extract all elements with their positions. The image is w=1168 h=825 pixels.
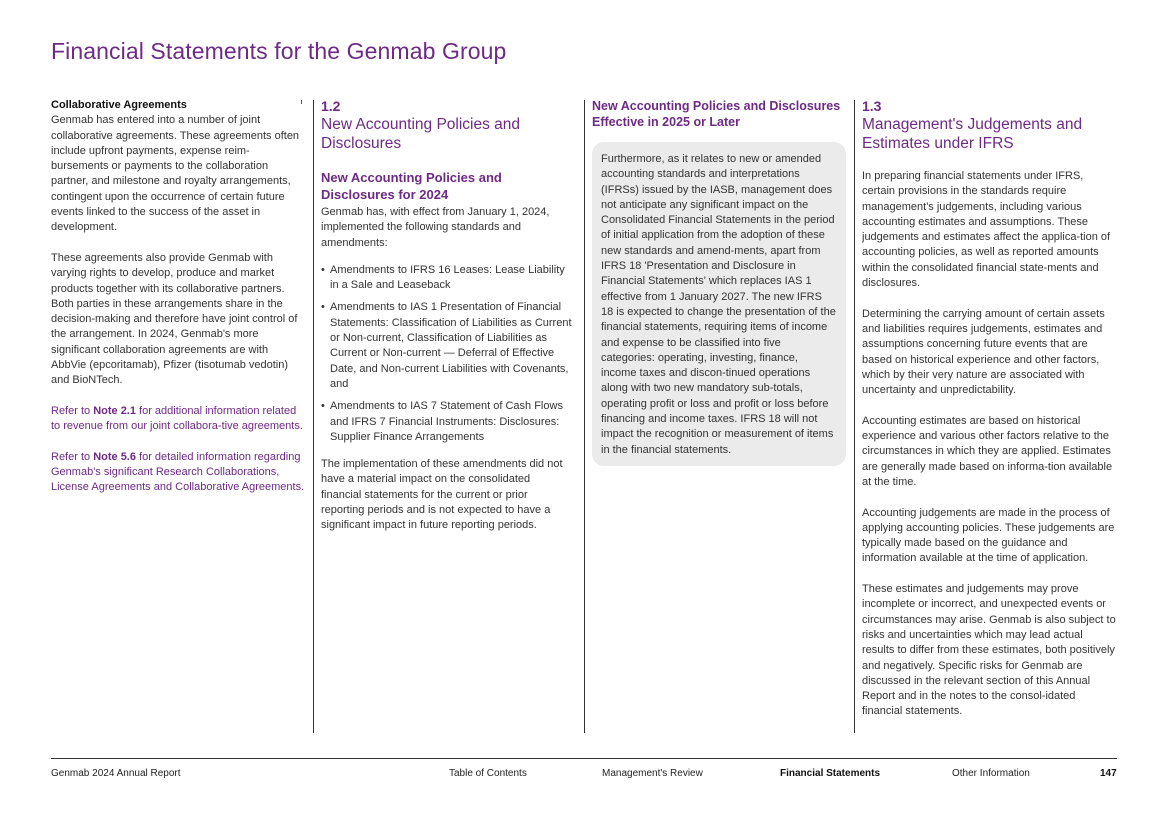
column-divider-3 <box>854 100 855 733</box>
intro-paragraph: Genmab has, with effect from January 1, 2024, implemented the following standards and amendments: <box>321 206 550 249</box>
page-number: 147 <box>1100 768 1117 779</box>
note-5-6-reference[interactable] <box>51 450 305 496</box>
collaborative-agreements-heading: Collaborative Agreements <box>51 99 187 111</box>
amendments-list <box>321 263 573 445</box>
section-title-1-3: Management's Judgements and Estimates under IFRS <box>862 116 1083 152</box>
footer-link-managements-review[interactable]: Management's Review <box>602 768 703 779</box>
closing-paragraph: The implementation of these amendments did not have a material impact on the consolidated financial statements for the current or prior reporting periods and is not expected to have a significant impact in future reporting periods. <box>321 458 563 532</box>
section-title-1-2: New Accounting Policies and Disclosures <box>321 116 521 152</box>
column-divider-1 <box>313 100 314 733</box>
collaborative-agreements-para-1: Genmab has entered into a number of joint collaborative agreements. These agreements often include upfront payments, expense reim-bursements or payments to the collaboration partner, and milestone and royalty arrangements, contingent upon the occurrence of certain future events linked to the success of the asset in development. <box>51 114 300 234</box>
note-5-6-link[interactable]: Note 5.6 <box>93 450 136 463</box>
judgements-para-3: Accounting estimates are based on historical experience and various other factors relative to the circumstances in which they are applied. Estimates are generally made based on informa-tion available at the time. <box>862 414 1113 488</box>
ref1-prefix: Refer to <box>51 404 94 417</box>
column-judgements-estimates <box>862 98 1118 735</box>
footer-link-other-information[interactable]: Other Information <box>952 768 1030 779</box>
column-new-accounting-policies <box>321 98 573 549</box>
note-2-1-reference[interactable] <box>51 404 305 435</box>
judgements-para-4: Accounting judgements are made in the process of applying accounting policies. These judgements are typically made based on the guidance and information available at the time of application. <box>862 506 1115 565</box>
subheading-2025: New Accounting Policies and Disclosures Effective in 2025 or Later <box>592 99 841 129</box>
column-collaborative-agreements <box>51 98 305 511</box>
ref2-suffix: for detailed information regarding Genmab's significant Research Collaborations, License Agreements and Collaborative Agreements. <box>51 450 305 494</box>
subheading-2024: New Accounting Policies and Disclosures for 2024 <box>321 170 502 202</box>
list-item: • Amendments to IAS 7 Statement of Cash Flows and IFRS 7 Financial Instruments: Disclosures: Supplier Finance Arrangements <box>321 399 573 445</box>
ref2-prefix: Refer to <box>51 450 94 463</box>
footer-divider <box>51 758 1117 759</box>
note-2-1-link[interactable]: Note 2.1 <box>93 404 136 417</box>
judgements-para-5: These estimates and judgements may prove incomplete or incorrect, and unexpected events or circumstances may arise. Genmab is also subject to risks and uncertainties which may lead actual results to differ from these estimates, both positively and negatively. Specific risks for Genmab are discussed in the relevant section of this Annual Report and in the notes to the consol-idated financial statements. <box>862 583 1116 718</box>
section-number-1-3: 1.3 <box>862 98 882 114</box>
column-divider-marker <box>301 100 302 104</box>
footer-link-financial-statements[interactable]: Financial Statements <box>780 768 881 779</box>
list-item: • Amendments to IAS 1 Presentation of Financial Statements: Classification of Liabilities as Current or Non-current, Classification of Liabilities as Current or Non-current — Deferral of Effective Date, and Non-current Liabilities with Covenants, and <box>321 300 573 392</box>
judgements-para-2: Determining the carrying amount of certain assets and liabilities requires judgements, estimates and assumptions concerning future events that are based on historical experience and other factors, which by their very nature are associated with uncertainty and unpredictability. <box>862 307 1105 397</box>
column-divider-2 <box>584 100 585 733</box>
collaborative-agreements-para-2: These agreements also provide Genmab with varying rights to develop, produce and market products together with its collaborative partners. Both parties in these arrangements share in the decision-making and therefore have joint control of the arrangement. In 2024, Genmab's more significant collaboration agreements are with AbbVie (epcoritamab), Pfizer (tisotumab vedotin) and BioNTech. <box>51 251 298 387</box>
judgements-para-1: In preparing financial statements under IFRS, certain provisions in the standards require management's judgements, including various accounting estimates and assumptions. These judgements and estimates affect the applica-tion of accounting policies, as well as reported amounts within the consolidated financial state-ments and disclosures. <box>862 170 1111 290</box>
column-policies-2025 <box>592 98 846 466</box>
ref1-suffix: for additional information related to revenue from our joint collabora-tive agreements. <box>51 404 303 433</box>
footer-link-table-of-contents[interactable]: Table of Contents <box>449 768 527 779</box>
info-box <box>592 142 846 466</box>
list-item: • Amendments to IFRS 16 Leases: Lease Liability in a Sale and Leaseback <box>321 263 573 294</box>
footer-report-name: Genmab 2024 Annual Report <box>51 768 181 779</box>
info-box-text: Furthermore, as it relates to new or amended accounting standards and interpretations (IFRSs) issued by the IASB, management does not anticipate any significant impact on the Consolidated Financial Statements in the period of initial application from the adoption of these new standards and amend-ments, apart from IFRS 18 'Presentation and Disclosure in Financial Statements' which replaces IAS 1 effective from 1 January 2027. The new IFRS 18 is expected to change the presentation of the financial statements, requiring items of income and expense to be classified into five categories: operating, investing, finance, income taxes and discon-tinued operations along with two new mandatory sub-totals, operating profit or loss and profit or loss before financing and income taxes. IFRS 18 will not impact the recognition or measurement of items in the financial statements. <box>601 153 836 456</box>
page-title: Financial Statements for the Genmab Group <box>51 38 507 64</box>
section-number-1-2: 1.2 <box>321 98 341 114</box>
